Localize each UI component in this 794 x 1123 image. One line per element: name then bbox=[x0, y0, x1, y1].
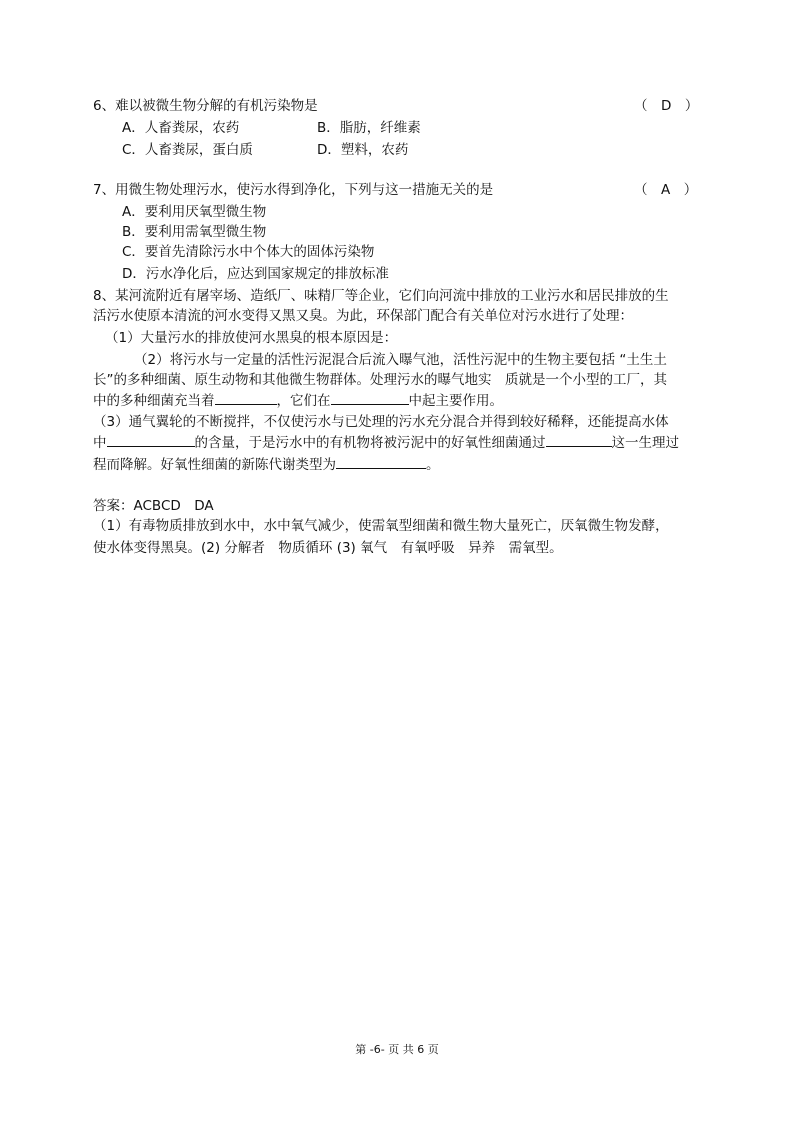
answer-blank[interactable] bbox=[546, 432, 612, 447]
q8-sub1-text: （1）大量污水的排放使河水黑臭的根本原因是： bbox=[105, 330, 398, 346]
answer-blank[interactable] bbox=[331, 390, 409, 405]
answer-line-2: 使水体变得黑臭。(2) 分解者 物质循环 (3) 氧气 有氧呼吸 异养 需氧型。 bbox=[93, 540, 563, 556]
q8-sub2-line-3 bbox=[93, 390, 503, 411]
q7-answer: （ A ） bbox=[634, 182, 698, 198]
q8-line-2: 活污水使原本清流的河水变得又黑又臭。为此，环保部门配合有关单位对污水进行了处理： bbox=[93, 308, 633, 324]
answer-blank[interactable] bbox=[215, 390, 277, 405]
q6-option-c: C．人畜粪尿，蛋白质 bbox=[122, 142, 253, 158]
q6-stem: 6、难以被微生物分解的有机污染物是 bbox=[93, 98, 318, 114]
answer-blank[interactable] bbox=[336, 454, 426, 469]
q8-sub3-text-b: 的含量，于是污水中的有机物将被污泥中的好氧性细菌通过 bbox=[194, 435, 546, 451]
q8-sub2-text-a: 中的多种细菌充当着 bbox=[93, 393, 215, 409]
page-footer: 第 -6- 页 共 6 页 bbox=[355, 1043, 439, 1056]
q8-sub3-line-3 bbox=[93, 454, 440, 475]
answer-key-label: 答案：ACBCD DA bbox=[93, 498, 214, 514]
q7-option-d: D．污水净化后，应达到国家规定的排放标准 bbox=[122, 266, 389, 282]
answer-blank[interactable] bbox=[107, 432, 195, 447]
q8-sub3-text-c: 这一生理过 bbox=[611, 435, 679, 451]
q8-sub3-text-d: 程而降解。好氧性细菌的新陈代谢类型为 bbox=[93, 457, 336, 473]
q6-option-d: D．塑料，农药 bbox=[317, 142, 409, 158]
q8-sub2-line-2: 长”的多种细菌、原生动物和其他微生物群体。处理污水的曝气地实 质就是一个小型的工厂，其 bbox=[93, 372, 667, 388]
q8-sub2-text-c: 中起主要作用。 bbox=[408, 393, 503, 409]
q8-sub3-line-1: （3）通气翼轮的不断搅拌，不仅使污水与已处理的污水充分混合并得到较好稀释，还能提高水体 bbox=[93, 414, 669, 430]
answer-line-1: （1）有毒物质排放到水中，水中氧气减少，使需氧型细菌和微生物大量死亡，厌氧微生物发酵， bbox=[93, 518, 669, 534]
q8-line-1: 8、某河流附近有屠宰场、造纸厂、味精厂等企业，它们向河流中排放的工业污水和居民排放的生 bbox=[93, 288, 669, 304]
q6-option-a: A．人畜粪尿，农药 bbox=[122, 120, 240, 136]
q6-answer: （ D ） bbox=[634, 98, 699, 114]
q7-option-b: B．要利用需氧型微生物 bbox=[122, 224, 267, 240]
q6-option-b: B．脂肪，纤维素 bbox=[317, 120, 421, 136]
q8-sub2-line-1: （2）将污水与一定量的活性污泥混合后流入曝气池，活性污泥中的生物主要包括 “土生土 bbox=[134, 352, 667, 368]
q7-stem: 7、用微生物处理污水，使污水得到净化，下列与这一措施无关的是 bbox=[93, 182, 494, 198]
q8-sub3-line-2 bbox=[93, 432, 679, 453]
q7-option-c: C．要首先清除污水中个体大的固体污染物 bbox=[122, 244, 375, 260]
q8-sub1 bbox=[105, 328, 397, 348]
q8-sub3-text-a: 中 bbox=[93, 435, 107, 451]
q8-sub2-text-b: ，它们在 bbox=[276, 393, 331, 409]
q8-sub3-text-e: 。 bbox=[426, 457, 440, 473]
q7-option-a: A．要利用厌氧型微生物 bbox=[122, 204, 267, 220]
